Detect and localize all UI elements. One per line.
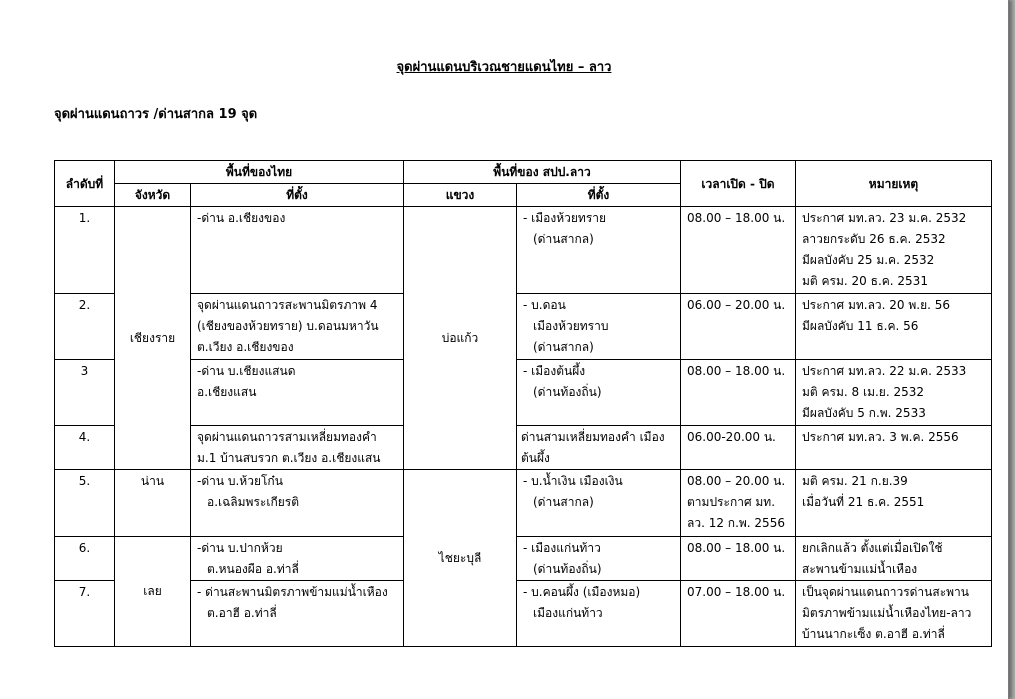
lao-location-cell: ด่านสามเหลี่ยมทองคำ เมือง ต้นผึ้ง [517, 426, 681, 470]
remarks-cell: ประกาศ มท.ลว. 22 ม.ค. 2533 มติ ครม. 8 เม.ย. 2532 มีผลบังคับ 5 ก.พ. 2533 [796, 360, 992, 426]
header-no: ลำดับที่ [55, 161, 115, 207]
hours-cell: 08.00 – 18.00 น. [681, 360, 796, 426]
lao-location-cell: - เมืองแก่นท้าว (ด่านท้องถิ่น) [517, 537, 681, 581]
table-row [55, 207, 992, 294]
hours-cell: 08.00 – 18.00 น. [681, 207, 796, 294]
khwaeng-cell: ไชยะบุลี [404, 470, 517, 647]
remarks-cell: ประกาศ มท.ลว. 23 ม.ค. 2532 ลาวยกระดับ 26 ธ.ค. 2532 มีผลบังคับ 25 ม.ค. 2532 มติ ครม. 20 ธ.ค. 2531 [796, 207, 992, 294]
remarks-cell: มติ ครม. 21 ก.ย.39 เมื่อวันที่ 21 ธ.ค. 2551 [796, 470, 992, 537]
hours-cell: 08.00 – 20.00 น. ตามประกาศ มท. ลว. 12 ก.พ. 2556 [681, 470, 796, 537]
row-number: 7. [55, 581, 115, 647]
document-subtitle: จุดผ่านแดนถาวร /ด่านสากล 19 จุด [54, 107, 258, 122]
header-remarks: หมายเหตุ [796, 161, 992, 207]
row-number: 4. [55, 426, 115, 470]
lao-location-cell: - เมืองต้นผึ้ง (ด่านท้องถิ่น) [517, 360, 681, 426]
row-number: 6. [55, 537, 115, 581]
thai-location-cell: จุดผ่านแดนถาวรสามเหลี่ยมทองคำ ม.1 บ้านสบรวก ต.เวียง อ.เชียงแสน [191, 426, 404, 470]
thai-location-cell: -ด่าน อ.เชียงของ [191, 207, 404, 294]
document-title: จุดผ่านแดนบริเวณชายแดนไทย – ลาว [396, 60, 612, 75]
header-thai-area: พื้นที่ของไทย [115, 161, 404, 184]
header-thai-location: ที่ตั้ง [191, 184, 404, 207]
table-row [55, 426, 992, 470]
table-row [55, 294, 992, 360]
hours-cell: 06.00 – 20.00 น. [681, 294, 796, 360]
remarks-cell: ประกาศ มท.ลว. 20 พ.ย. 56 มีผลบังคับ 11 ธ.ค. 56 [796, 294, 992, 360]
province-cell: เชียงราย [115, 207, 191, 470]
row-number: 5. [55, 470, 115, 537]
row-number: 2. [55, 294, 115, 360]
row-number: 3 [55, 360, 115, 426]
thai-location-cell: -ด่าน บ.เชียงแสนด อ.เชียงแสน [191, 360, 404, 426]
province-cell: น่าน [115, 470, 191, 537]
hours-cell: 07.00 – 18.00 น. [681, 581, 796, 647]
lao-location-cell: - บ.น้ำเงิน เมืองเงิน (ด่านสากล) [517, 470, 681, 537]
remarks-cell: ประกาศ มท.ลว. 3 พ.ค. 2556 [796, 426, 992, 470]
table-row [55, 470, 992, 537]
header-khwaeng: แขวง [404, 184, 517, 207]
thai-location-cell: -ด่าน บ.ห้วยโก๋น อ.เฉลิมพระเกียรติ [191, 470, 404, 537]
thai-location-cell: - ด่านสะพานมิตรภาพข้ามแม่น้ำเหือง ต.อาฮี อ.ท่าลี่ [191, 581, 404, 647]
table-row [55, 581, 992, 647]
hours-cell: 06.00-20.00 น. [681, 426, 796, 470]
lao-location-cell: - เมืองห้วยทราย (ด่านสากล) [517, 207, 681, 294]
table-row [55, 537, 992, 581]
border-checkpoint-table [54, 160, 992, 647]
header-hours: เวลาเปิด - ปิด [681, 161, 796, 207]
header-province: จังหวัด [115, 184, 191, 207]
remarks-cell: ยกเลิกแล้ว ตั้งแต่เมื่อเปิดใช้ สะพานข้ามแม่น้ำเหือง [796, 537, 992, 581]
khwaeng-cell: บ่อแก้ว [404, 207, 517, 470]
remarks-cell: เป็นจุดผ่านแดนถาวรด่านสะพาน มิตรภาพข้ามแม่น้ำเหืองไทย-ลาว บ้านนากะเซ็ง ต.อาฮี อ.ท่าลี่ [796, 581, 992, 647]
table-row [55, 360, 992, 426]
row-number: 1. [55, 207, 115, 294]
header-lao-area: พื้นที่ของ สปป.ลาว [404, 161, 681, 184]
thai-location-cell: -ด่าน บ.ปากห้วย ต.หนองผือ อ.ท่าลี่ [191, 537, 404, 581]
thai-location-cell: จุดผ่านแดนถาวรสะพานมิตรภาพ 4 (เชียงของห้วยทราย) บ.ดอนมหาวัน ต.เวียง อ.เชียงของ [191, 294, 404, 360]
lao-location-cell: - บ.คอนผึ้ง (เมืองหมอ) เมืองแก่นท้าว [517, 581, 681, 647]
header-lao-location: ที่ตั้ง [517, 184, 681, 207]
province-cell: เลย [115, 537, 191, 647]
lao-location-cell: - บ.ดอน เมืองห้วยทราบ (ด่านสากล) [517, 294, 681, 360]
hours-cell: 08.00 – 18.00 น. [681, 537, 796, 581]
